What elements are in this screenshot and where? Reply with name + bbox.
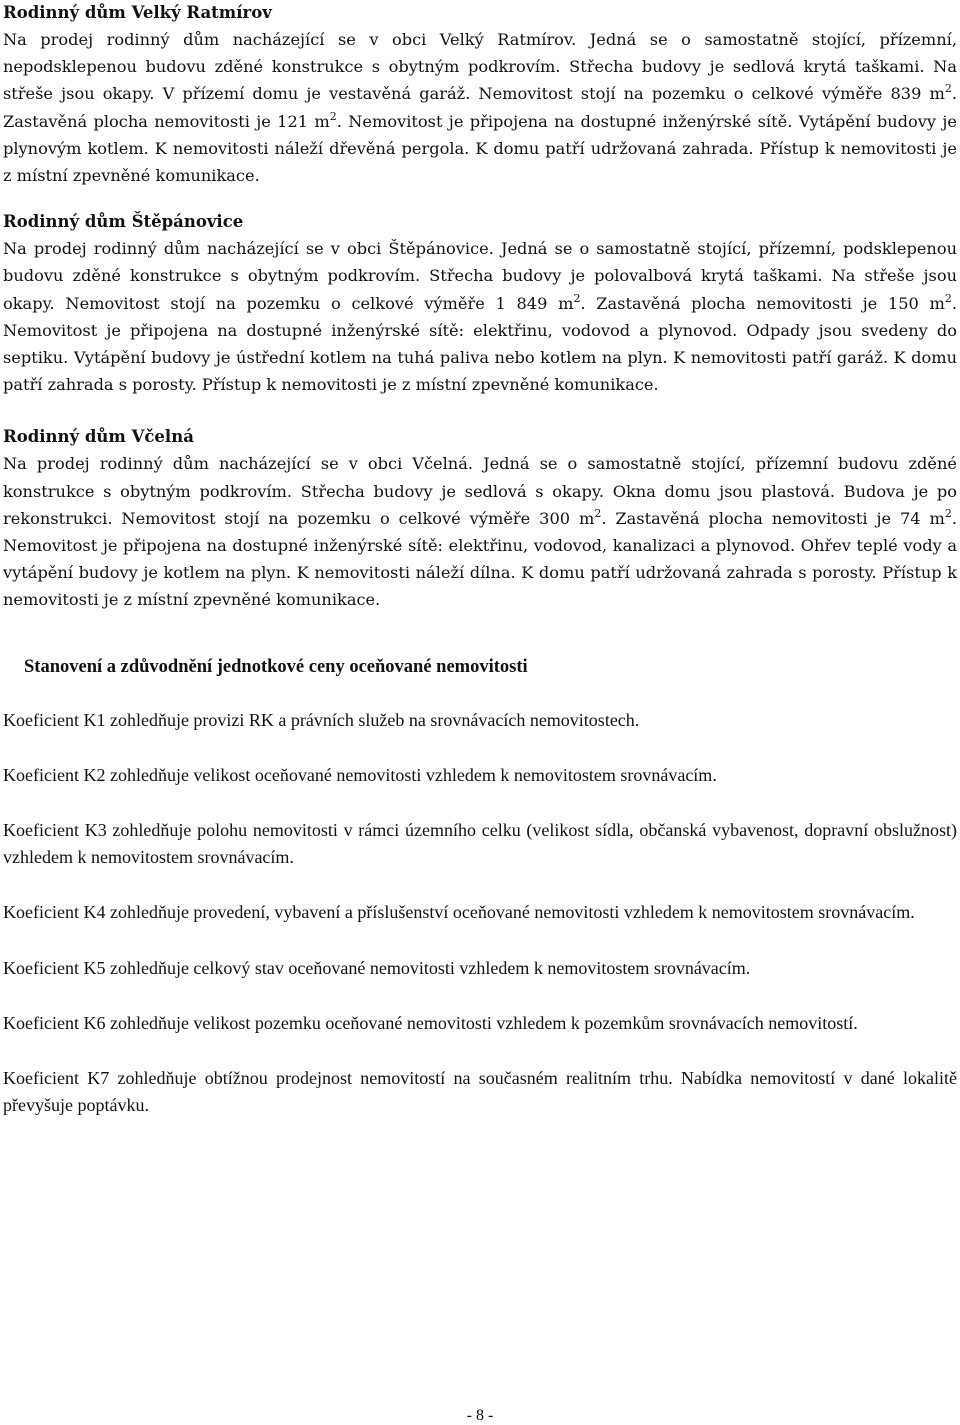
listing-stepanovice — [3, 209, 957, 398]
listing-description: Na prodej rodinný dům nacházející se v obci Velký Ratmírov. Jedná se o samostatně stojící, přízemní, nepodsklepenou budovu zděné konstrukce s obytným podkrovím. Střecha budovy je sedlová krytá taškami. Na střeše jsou okapy. V přízemí domu je vestavěná garáž. Nemovitost stojí na pozemku o celkové výměře 839 $m^2$. Zastavěná plocha nemovitosti je 121 $m^2$. Nemovitost je připojena na dostupné inženýrské sítě. Vytápění budovy je plynovým kotlem. K nemovitosti náleží dřevěná pergola. K domu patří udržovaná zahrada. Přístup k nemovitosti je z místní zpevněné komunikace. — [3, 30, 958, 186]
coefficient-k3: Koeficient K3 zohledňuje polohu nemovitosti v rámci územního celku (velikost sídla, občanská vybavenost, dopravní obslužnost) vzhledem k nemovitostem srovnávacím. — [3, 820, 957, 868]
listing-vcelna — [3, 424, 957, 613]
listing-title: Rodinný dům Štěpánovice — [3, 212, 244, 232]
coefficient-k1: Koeficient K1 zohledňuje provizi RK a právních služeb na srovnávacích nemovitostech. — [3, 709, 640, 730]
page-number: - 8 - — [466, 1407, 494, 1424]
coefficient-list — [3, 707, 957, 1120]
listing-title: Rodinný dům Velký Ratmírov — [3, 3, 272, 22]
listing-velky-ratmirov — [3, 0, 957, 189]
section-heading: Stanovení a zdůvodnění jednotkové ceny oceňované nemovitosti — [24, 656, 528, 677]
coefficient-k2: Koeficient K2 zohledňuje velikost oceňované nemovitosti vzhledem k nemovitostem srovnávacím. — [3, 764, 717, 785]
listing-description: Na prodej rodinný dům nacházející se v obci Včelná. Jedná se o samostatně stojící, přízemní budovu zděné konstrukce s obytným podkrovím. Střecha budovy je sedlová s okapy. Okna domu jsou plastová. Budova je po rekonstrukci. Nemovitost stojí na pozemku o celkové výměře 300 $m^2$. Zastavěná plocha nemovitosti je 74 $m^2$. Nemovitost je připojena na dostupné inženýrské sítě: elektřinu, vodovod, kanalizaci a plynovod. Ohřev teplé vody a vytápění budovy je kotlem na plyn. K nemovitosti náleží dílna. K domu patří udržovaná zahrada s porosty. Přístup k nemovitosti je z místní zpevněné komunikace. — [3, 454, 958, 610]
listing-description: Na prodej rodinný dům nacházející se v obci Štěpánovice. Jedná se o samostatně stojící, přízemní, podsklepenou budovu zděné konstrukce s obytným podkrovím. Střecha budovy je polovalbová krytá taškami. Na střeše jsou okapy. Nemovitost stojí na pozemku o celkové výměře 1 849 $m^2$. Zastavěná plocha nemovitosti je 150 $m^2$. Nemovitost je připojena na dostupné inženýrské sítě: elektřinu, vodovod a plynovod. Odpady jsou svedeny do septiku. Vytápění budovy je ústřední kotlem na tuhá paliva nebo kotlem na plyn. K nemovitosti patří garáž. K domu patří zahrada s porosty. Přístup k nemovitosti je z místní zpevněné komunikace. — [3, 239, 957, 395]
listing-title: Rodinný dům Včelná — [3, 427, 194, 447]
coefficient-k6: Koeficient K6 zohledňuje velikost pozemku oceňované nemovitosti vzhledem k pozemkům srovnávacích nemovitostí. — [3, 1012, 858, 1033]
coefficient-k5: Koeficient K5 zohledňuje celkový stav oceňované nemovitosti vzhledem k nemovitostem srovnávacím. — [3, 957, 751, 978]
coefficient-k4: Koeficient K4 zohledňuje provedení, vybavení a příslušenství oceňované nemovitosti vzhledem k nemovitostem srovnávacím. — [3, 902, 915, 923]
document-page — [3, 0, 957, 1119]
coefficient-k7: Koeficient K7 zohledňuje obtížnou prodejnost nemovitostí na současném realitním trhu. Nabídka nemovitostí v dané lokalitě převyšuje poptávku. — [3, 1068, 957, 1116]
